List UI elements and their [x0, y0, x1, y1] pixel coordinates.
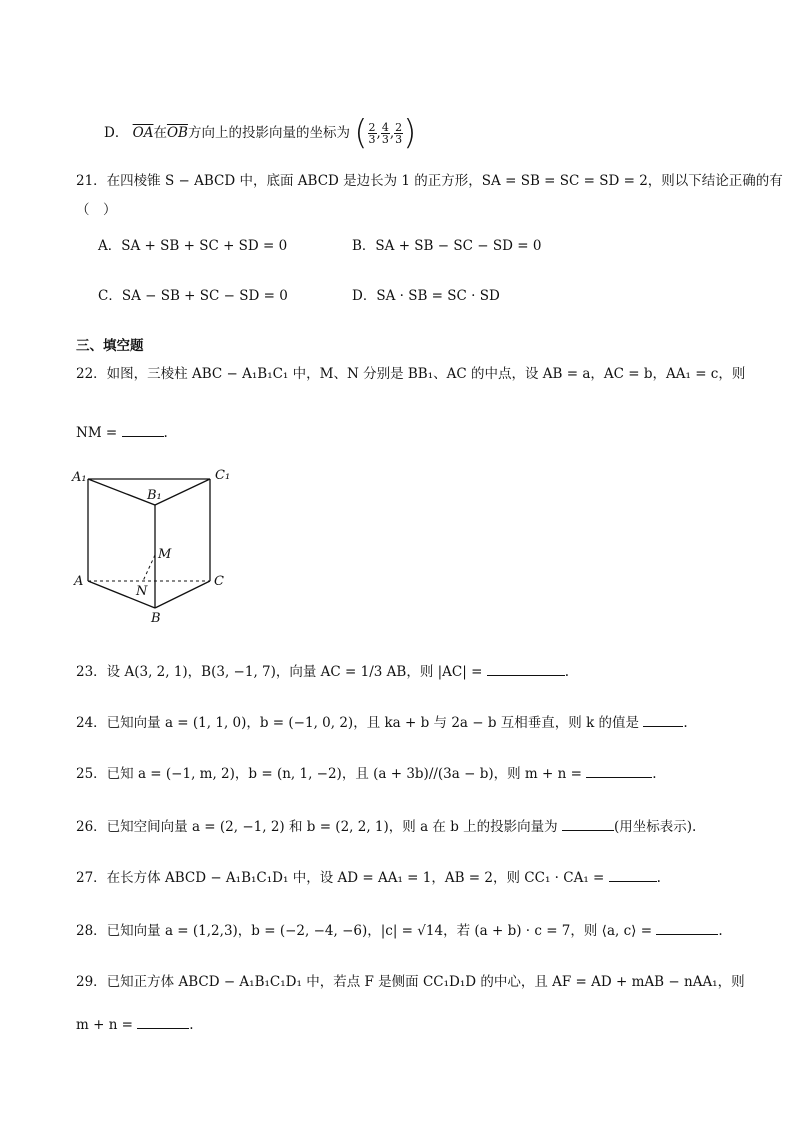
label-n: N [136, 584, 148, 599]
label-a1: A₁ [72, 470, 87, 485]
text: 方向上的投影向量的坐标为 [187, 124, 350, 141]
q21-option-a: A．SA + SB + SC + SD = 0 [98, 238, 288, 254]
q21-option-d: D．SA · SB = SC · SD [352, 288, 500, 304]
q29-answer-line: m + n = . [76, 1017, 194, 1033]
section-heading: 三、填空题 [76, 338, 144, 354]
q24-line: 24．已知向量 a = (1, 1, 0)，b = (−1, 0, 2)，且 ka + b 与 2a − b 互相垂直，则 k 的值是 . [76, 715, 688, 731]
vector-oa: $\overline{OA}$ [132, 124, 154, 141]
label-m: M [158, 547, 172, 562]
q29-stem: 29．已知正方体 ABCD − A₁B₁C₁D₁ 中，若点 F 是侧面 CC₁D₁D 的中心，且 AF = AD + mAB − nAA₁，则 [76, 974, 745, 990]
q20-option-d [104, 113, 416, 154]
q27-stem: 27．在长方体 ABCD − A₁B₁C₁D₁ 中，设 AD = AA₁ = 1，AB = 2，则 CC₁ · CA₁ = [76, 870, 605, 886]
answer-blank[interactable] [586, 765, 652, 778]
q28-stem: 28．已知向量 a = (1,2,3)，b = (−2, −4, −6)，|c| = √14，若 (a + b) · c = 7，则 ⟨a, c⟩ = [76, 923, 653, 939]
answer-blank[interactable] [487, 663, 565, 676]
q27-line: 27．在长方体 ABCD − A₁B₁C₁D₁ 中，设 AD = AA₁ = 1，AB = 2，则 CC₁ · CA₁ = . [76, 870, 661, 886]
answer-blank[interactable] [122, 424, 164, 437]
label-a: A [74, 574, 84, 589]
q28-line: 28．已知向量 a = (1,2,3)，b = (−2, −4, −6)，|c| = √14，若 (a + b) · c = 7，则 ⟨a, c⟩ = . [76, 923, 723, 939]
option-label: D． [104, 124, 129, 141]
answer-blank[interactable] [656, 922, 718, 935]
projection-coordinate: ( $\frac{2}{3}$ , $\frac{4}{3}$ , $\frac{2}{3}$ ) [354, 113, 417, 153]
answer-blank[interactable] [137, 1016, 189, 1029]
q25-stem: 25．已知 a = (−1, m, 2)，b = (n, 1, −2)，且 (a + 3b)//(3a − b)，则 m + n = [76, 766, 582, 782]
vector-ob: $\overline{OB}$ [166, 124, 188, 141]
q21-paren: （ ） [76, 202, 117, 218]
q22-lhs: NM = [76, 425, 118, 441]
answer-blank[interactable] [562, 818, 614, 831]
q23-stem: 23．设 A(3, 2, 1)，B(3, −1, 7)，向量 AC = 1/3 AB，则 |AC| = [76, 664, 483, 680]
text: 在 [153, 124, 167, 141]
answer-blank[interactable] [643, 714, 683, 727]
q25-line: 25．已知 a = (−1, m, 2)，b = (n, 1, −2)，且 (a + 3b)//(3a − b)，则 m + n = . [76, 766, 657, 782]
label-c1: C₁ [215, 468, 230, 483]
q21-option-c: C．SA − SB + SC − SD = 0 [98, 288, 288, 304]
q22-answer-line: NM = . [76, 425, 168, 441]
q22-stem: 22．如图，三棱柱 ABC − A₁B₁C₁ 中，M、N 分别是 BB₁、AC 的中点，设 AB = a，AC = b，AA₁ = c，则 [76, 366, 746, 382]
q26-stem: 26．已知空间向量 a = (2, −1, 2) 和 b = (2, 2, 1)，则 a 在 b 上的投影向量为 [76, 819, 558, 835]
label-c: C [214, 574, 224, 589]
q26-suffix: (用坐标表示). [613, 819, 697, 835]
q29-lhs: m + n = [76, 1017, 133, 1033]
q23-line: 23．设 A(3, 2, 1)，B(3, −1, 7)，向量 AC = 1/3 AB，则 |AC| = . [76, 664, 569, 680]
q21-option-b: B．SA + SB − SC − SD = 0 [352, 238, 542, 254]
label-b: B [151, 611, 161, 625]
q21-stem: 21．在四棱锥 S − ABCD 中，底面 ABCD 是边长为 1 的正方形，SA = SB = SC = SD = 2，则以下结论正确的有 [76, 173, 783, 189]
label-b1: B₁ [147, 488, 162, 503]
answer-blank[interactable] [609, 869, 657, 882]
q26-line [76, 818, 696, 835]
prism-figure [70, 465, 230, 625]
q24-stem: 24．已知向量 a = (1, 1, 0)，b = (−1, 0, 2)，且 ka + b 与 2a − b 互相垂直，则 k 的值是 [76, 715, 640, 731]
